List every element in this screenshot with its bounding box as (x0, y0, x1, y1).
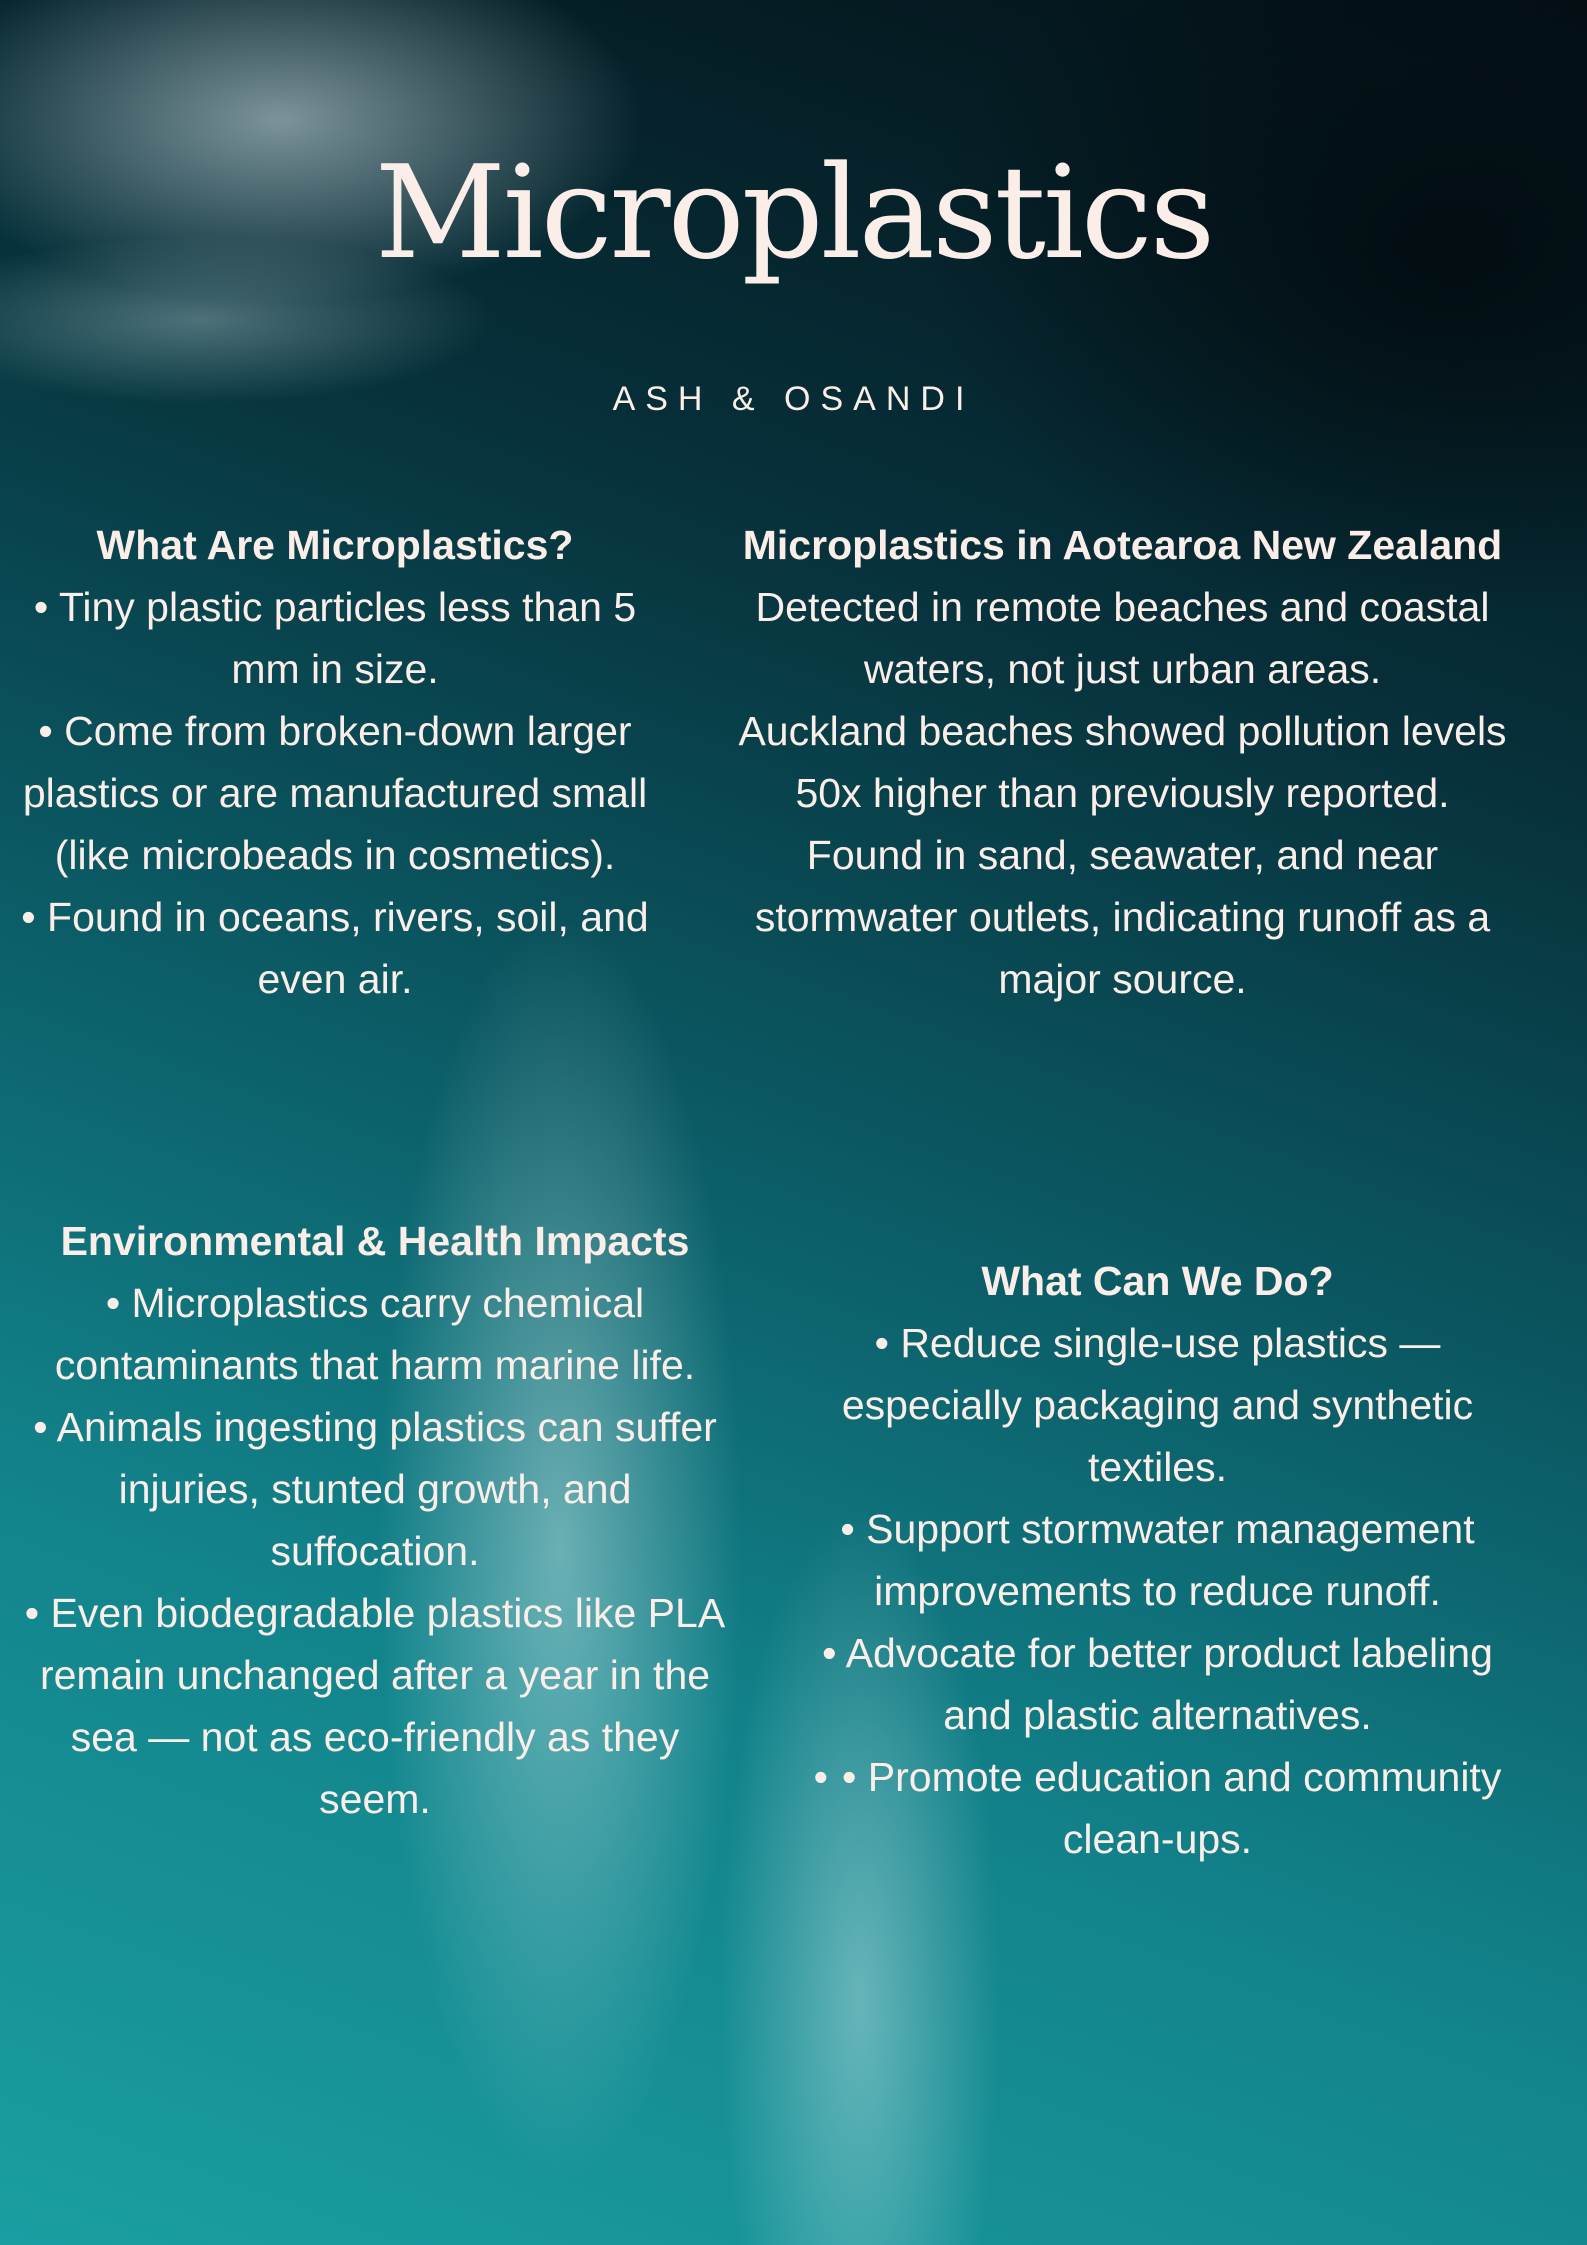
section-heading: What Can We Do? (981, 1258, 1334, 1304)
section-heading: Microplastics in Aotearoa New Zealand (742, 522, 1503, 568)
section-bullet: • Animals ingesting plastics can suffer injuries, stunted growth, and suffocation. (33, 1404, 717, 1574)
section-bullet: • Advocate for better product labeling and plastic alternatives. (822, 1630, 1493, 1738)
section-bullet: • Microplastics carry chemical contaminants that harm marine life. (54, 1280, 696, 1388)
section-impacts (10, 1210, 740, 1830)
section-paragraph: Detected in remote beaches and coastal waters, not just urban areas. (755, 584, 1490, 692)
poster-authors: ASH & OSANDI (612, 380, 975, 418)
section-bullet: • Even biodegradable plastics like PLA remain unchanged after a year in the sea — not as eco-friendly as they seem. (24, 1590, 726, 1822)
section-paragraph: Auckland beaches showed pollution levels 50x higher than previously reported. (738, 708, 1507, 816)
section-aotearoa (730, 514, 1515, 1010)
section-bullet: • Promote education and community clean-ups. (842, 1754, 1502, 1862)
section-bullet: • Found in oceans, rivers, soil, and even air. (21, 894, 649, 1002)
section-bullet: • Reduce single-use plastics — especially packaging and synthetic textiles. (841, 1320, 1474, 1490)
section-bullet: • Come from broken-down larger plastics or are manufactured small (like microbeads in cosmetics). (22, 708, 648, 878)
section-what-are-microplastics (20, 514, 650, 1010)
section-bullet: • Support stormwater management improvements to reduce runoff. (840, 1506, 1475, 1614)
section-paragraph: Found in sand, seawater, and near stormwater outlets, indicating runoff as a major source. (754, 832, 1491, 1002)
poster-title: Microplastics (374, 139, 1213, 288)
section-bullet: • Tiny plastic particles less than 5 mm in size. (33, 584, 637, 692)
section-heading: What Are Microplastics? (96, 522, 574, 568)
section-what-can-we-do (800, 1250, 1515, 1870)
section-bullet-row (800, 1746, 1515, 1870)
bullet-icon: • (813, 1754, 829, 1800)
section-heading: Environmental & Health Impacts (60, 1218, 690, 1264)
